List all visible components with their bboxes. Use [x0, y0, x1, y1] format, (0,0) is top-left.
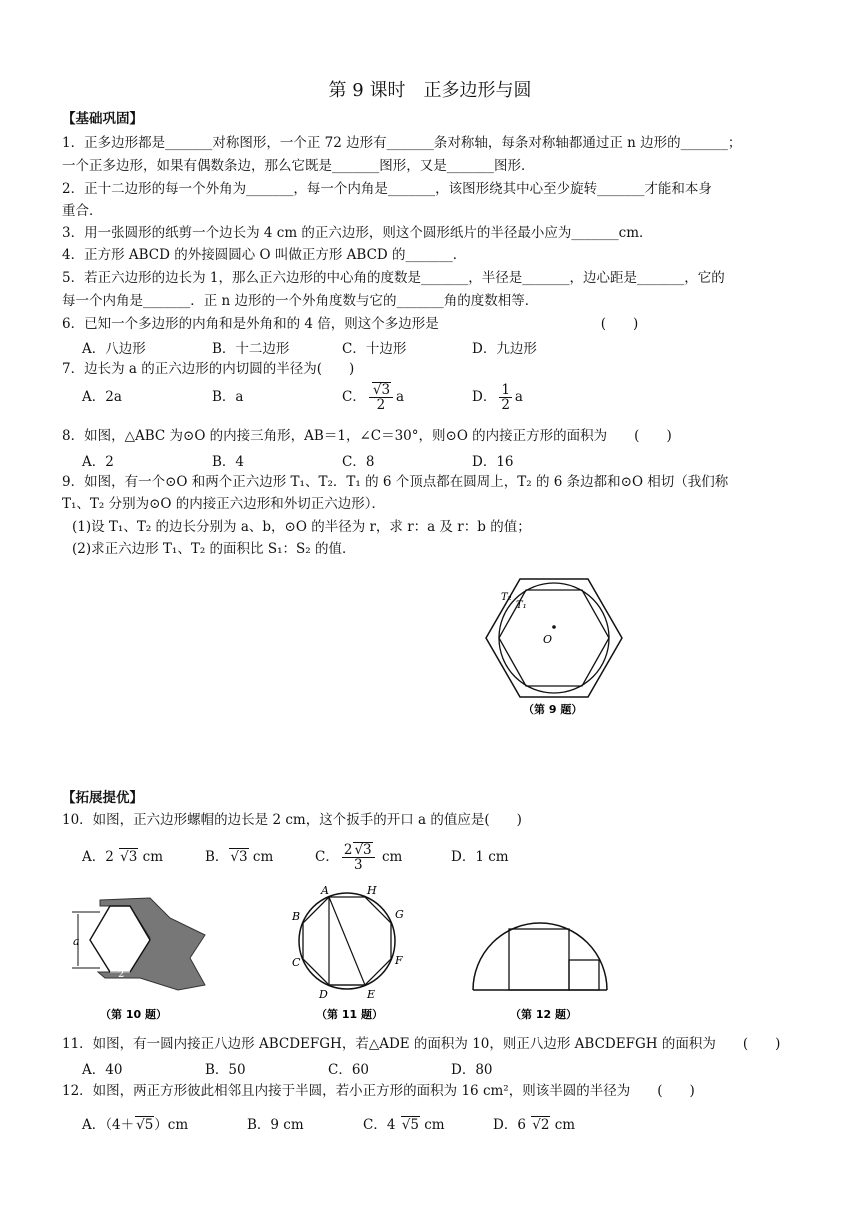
large-square [509, 929, 569, 990]
question-3: 3．用一张圆形的纸剪一个边长为 4 cm 的正六边形，则这个圆形纸片的半径最小应为_______cm． [62, 225, 653, 241]
question-9-part-1: (1)设 T₁、T₂ 的边长分别为 a、b，⊙O 的半径为 r，求 r：a 及 r：b 的值； [72, 519, 531, 535]
option-d: D．九边形 [472, 341, 537, 357]
section-basic-heading: 【基础巩固】 [62, 111, 143, 127]
small-square [569, 960, 599, 990]
option-d: D． $\frac{1}{2}$ a [472, 381, 523, 413]
question-5-line-2: 每一个内角是_______．正 n 边形的一个外角度数与它的_______角的度数相等． [62, 293, 539, 309]
question-9-part-2: (2)求正六边形 T₁、T₂ 的面积比 S₁：S₂ 的值． [72, 541, 356, 557]
option-b: B．9 cm [247, 1117, 304, 1133]
label-a: a [73, 935, 80, 948]
question-5-line-1: 5．若正六边形的边长为 1，那么正六边形的中心角的度数是_______，半径是_______，边心距是_______，它的 [62, 270, 725, 286]
option-c: C．8 [342, 454, 375, 470]
svg-text:F: F [395, 954, 403, 967]
svg-text:D: D [319, 988, 328, 1001]
option-d: D．1 cm [451, 848, 509, 865]
question-11: 11．如图，有一圆内接正八边形 ABCDEFGH，若△ADE 的面积为 10，则正八边形 ABCDEFGH 的面积为 ( ) [62, 1036, 781, 1052]
svg-text:H: H [367, 884, 377, 897]
question-7: 7．边长为 a 的正六边形的内切圆的半径为( ) [62, 361, 355, 377]
option-a: A．40 [82, 1062, 123, 1078]
option-d: D．80 [451, 1062, 493, 1078]
option-a: A．2 [82, 454, 114, 470]
option-c: C． $\frac{2√ 3}{3}$ cm [315, 842, 451, 872]
option-d: D．16 [472, 454, 514, 470]
svg-text:G: G [395, 908, 404, 921]
section-extension-heading: 【拓展提优】 [62, 790, 143, 806]
question-1-line-2: 一个正多边形，如果有偶数条边，那么它既是_______图形，又是_______图形． [62, 158, 535, 174]
question-2-line-1: 2．正十二边形的每一个外角为_______，每一个内角是_______，该图形绕其中心至少旋转_______才能和本身 [62, 181, 712, 197]
question-9-line-2: T₁、T₂ 分别为⊙O 的内接正六边形和外切正六边形）． [62, 496, 386, 512]
question-2-line-2: 重合． [62, 203, 103, 219]
question-8: 8．如图，△ABC 为⊙O 的内接三角形，AB＝1，∠C＝30°，则⊙O 的内接正方形的面积为 ( ) [62, 428, 672, 444]
option-a: A．（4＋√ 5）cm [82, 1113, 247, 1133]
question-6: 6．已知一个多边形的内角和是外角和的 4 倍，则这个多边形是 ( ) [62, 316, 639, 332]
option-a: A．2a [82, 388, 122, 405]
page-title: 第 9 课时 正多边形与圆 [328, 80, 532, 101]
question-4: 4．正方形 ABCD 的外接圆圆心 O 叫做正方形 ABCD 的_______． [62, 247, 467, 263]
figure-9-caption: （第 9 题） [523, 703, 583, 716]
option-c: C．十边形 [342, 341, 407, 357]
question-10: 10．如图，正六边形螺帽的边长是 2 cm，这个扳手的开口 a 的值应是( ) [62, 812, 522, 828]
option-c: C．60 [328, 1062, 370, 1078]
svg-text:C: C [292, 956, 301, 969]
option-d: D．6 √ 2 cm [493, 1113, 575, 1133]
option-c: C．4 √ 5 cm [363, 1113, 493, 1133]
svg-text:A: A [321, 884, 329, 897]
option-b: B．√ 3 cm [205, 845, 315, 865]
label-o: O [543, 633, 553, 646]
svg-text:E: E [367, 988, 376, 1001]
label-2: 2 [118, 969, 125, 980]
label-t1: T₁ [516, 600, 527, 611]
svg-text:B: B [292, 910, 301, 923]
option-b: B．4 [212, 454, 245, 470]
question-9-line-1: 9．如图，有一个⊙O 和两个正六边形 T₁、T₂．T₁ 的 6 个顶点都在圆周上，T₂ 的 6 条边都和⊙O 相切（我们称 [62, 474, 729, 490]
figure-10-caption: （第 10 题） [100, 1008, 167, 1021]
question-12: 12．如图，两正方形彼此相邻且内接于半圆，若小正方形的面积为 16 cm²，则该半圆的半径为 ( ) [62, 1083, 695, 1099]
option-b: B．十二边形 [212, 341, 290, 357]
option-a: A．2 √ 3 cm [82, 845, 205, 865]
question-11-options [82, 1058, 493, 1078]
option-c: C． √ $\frac{3}{2}$ a [342, 382, 472, 412]
question-1-line-1: 1．正多边形都是_______对称图形，一个正 72 边形有_______条对称轴，每条对称轴都通过正 n 边形的_______； [62, 135, 742, 151]
figure-11-caption: （第 11 题） [316, 1008, 383, 1021]
semicircle-arc [473, 923, 607, 990]
question-12-options [82, 1113, 575, 1133]
figure-12-caption: （第 12 题） [510, 1008, 577, 1021]
option-b: B．50 [205, 1062, 246, 1078]
option-b: B．a [212, 388, 244, 405]
option-a: A．八边形 [82, 341, 146, 357]
label-t2: T₂ [501, 592, 512, 603]
